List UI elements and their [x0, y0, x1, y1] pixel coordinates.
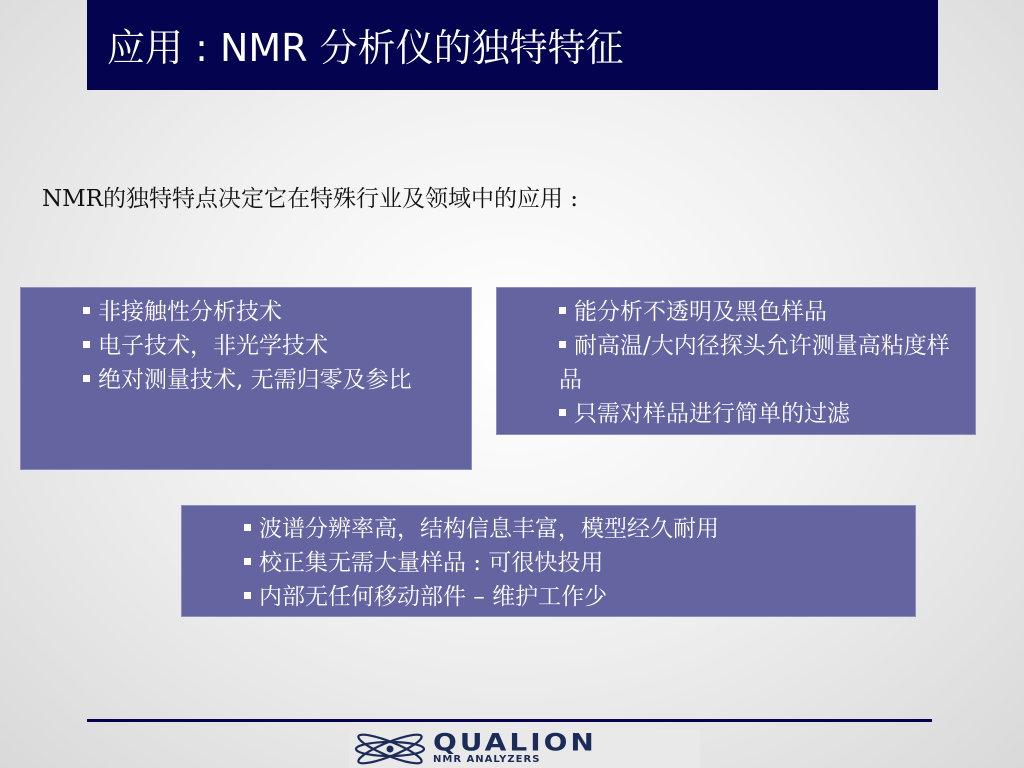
title-bar	[87, 0, 938, 90]
list-item: 校正集无需大量样品 : 可很快投用	[244, 546, 904, 580]
square-bullet-icon	[83, 341, 90, 348]
list-item: 耐高温/大内径探头允许测量高粘度样品	[559, 333, 950, 393]
logo-name: QUALION	[433, 729, 597, 757]
footer-divider	[87, 719, 932, 722]
feature-box-1	[20, 287, 472, 470]
list-item: 绝对测量技术, 无需归零及参比	[83, 363, 463, 397]
square-bullet-icon	[559, 409, 566, 416]
list-item: 非接触性分析技术	[83, 295, 463, 329]
intro-text: NMR的独特特点决定它在特殊行业及领域中的应用 :	[42, 186, 579, 212]
square-bullet-icon	[83, 375, 90, 382]
square-bullet-icon	[559, 341, 566, 348]
list-item: 波谱分辨率高，结构信息丰富，模型经久耐用	[244, 512, 904, 546]
qualion-logo	[349, 729, 700, 768]
list-item: 内部无任何移动部件 – 维护工作少	[244, 580, 904, 614]
square-bullet-icon	[244, 558, 251, 565]
feature-box-3	[181, 505, 916, 617]
atom-icon	[353, 733, 427, 765]
square-bullet-icon	[83, 307, 90, 314]
square-bullet-icon	[244, 524, 251, 531]
feature-box-2	[496, 287, 976, 435]
list-item: 能分析不透明及黑色样品	[559, 295, 967, 329]
feature-list-1	[83, 295, 463, 397]
list-item: 电子技术，非光学技术	[83, 329, 463, 363]
square-bullet-icon	[559, 307, 566, 314]
list-item: 只需对样品进行简单的过滤	[559, 397, 967, 431]
feature-list-2	[559, 295, 967, 431]
logo-tagline: NMR ANALYZERS	[433, 754, 541, 765]
feature-list-3	[244, 512, 904, 614]
square-bullet-icon	[244, 592, 251, 599]
slide-title: 应用 : NMR 分析仪的独特特征	[107, 26, 624, 70]
